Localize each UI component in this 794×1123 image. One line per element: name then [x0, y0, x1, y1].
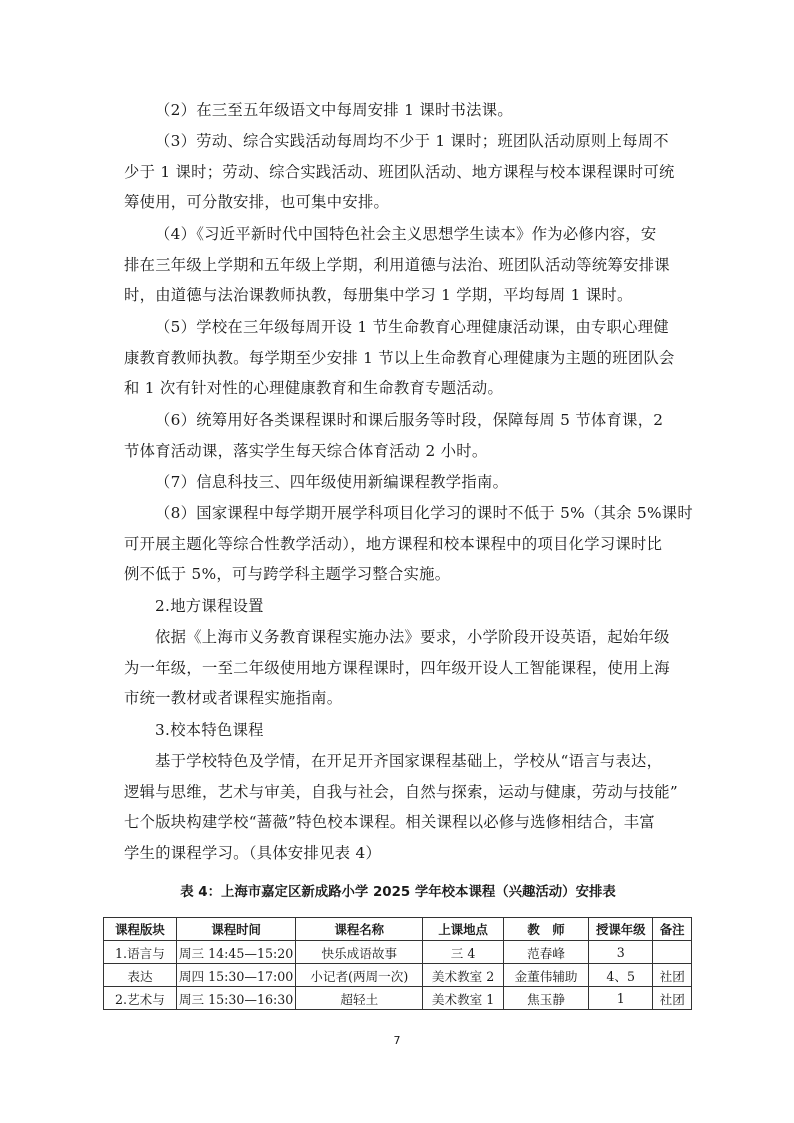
- cell-teacher: 范春峰: [503, 941, 588, 964]
- text-line: 依据《上海市义务教育课程实施办法》要求，小学阶段开设英语，起始年级: [155, 628, 670, 646]
- text-line: 排在三年级上学期和五年级上学期，利用道德与法治、班团队活动等统筹安排课: [124, 255, 670, 274]
- paragraph-3: [124, 126, 680, 218]
- cell-place: 美术教室 2: [423, 964, 504, 987]
- text-line: （8）国家课程中每学期开展学科项目化学习的课时不低于 5%（其余 5%课时: [155, 504, 693, 522]
- table-row: [104, 987, 692, 1010]
- cell-name: 快乐成语故事: [296, 941, 423, 964]
- table-caption: 表 4：上海市嘉定区新成路小学 2025 学年校本课程（兴趣活动）安排表: [180, 885, 616, 900]
- text-line: （7）信息科技三、四年级使用新编课程教学指南。: [155, 473, 509, 491]
- cell-place: 三 4: [423, 941, 504, 964]
- paragraph-6: [124, 405, 680, 466]
- text-line: （2）在三至五年级语文中每周安排 1 课时书法课。: [155, 101, 513, 119]
- text-line: （5）学校在三年级每周开设 1 节生命教育心理健康活动课，由专职心理健: [155, 318, 669, 336]
- cell-name: 小记者(两周一次): [296, 964, 423, 987]
- cell-name: 超轻土: [296, 987, 423, 1010]
- table-header-row: [104, 918, 692, 941]
- cell-note: [653, 941, 692, 964]
- table-row: [104, 964, 692, 987]
- text-line: 市统一教材或者课程实施指南。: [124, 689, 343, 708]
- text-line: 筹使用，可分散安排，也可集中安排。: [124, 193, 390, 212]
- text-line: 逻辑与思维，艺术与审美，自我与社会，自然与探索，运动与健康，劳动与技能”: [124, 782, 679, 801]
- cell-block: 2.艺术与: [104, 987, 177, 1010]
- cell-grade: 1: [589, 987, 653, 1010]
- cell-teacher: 焦玉静: [503, 987, 588, 1010]
- cell-note: 社团: [653, 964, 692, 987]
- text-line: 为一年级，一至二年级使用地方课程课时，四年级开设人工智能课程，使用上海: [124, 658, 670, 677]
- section-heading-local-courses: 2.地方课程设置: [155, 597, 264, 615]
- paragraph-10: [124, 746, 680, 868]
- header-cell: 课程名称: [296, 918, 423, 941]
- text-line: 可开展主题化等综合性教学活动），地方课程和校本课程中的项目化学习课时比: [124, 534, 663, 553]
- text-line: 七个版块构建学校“蔷薇”特色校本课程。相关课程以必修与选修相结合，丰富: [124, 813, 655, 832]
- text-line: 康教育教师执教。每学期至少安排 1 节以上生命教育心理健康为主题的班团队会: [124, 348, 675, 367]
- header-cell: 教 师: [503, 918, 588, 941]
- text-line: （3）劳动、综合实践活动每周均不少于 1 课时；班团队活动原则上每周不: [155, 132, 669, 150]
- header-cell: 课程时间: [176, 918, 295, 941]
- paragraph-4: [124, 219, 680, 311]
- paragraph-2: [124, 95, 680, 126]
- cell-grade: 3: [589, 941, 653, 964]
- cell-grade: 4、5: [589, 964, 653, 987]
- header-cell: 课程版块: [104, 918, 177, 941]
- page-number: 7: [393, 1034, 401, 1047]
- cell-note: 社团: [653, 987, 692, 1010]
- text-line: （6）统筹用好各类课程课时和课后服务等时段，保障每周 5 节体育课，2: [155, 411, 664, 429]
- text-line: 学生的课程学习。（具体安排见表 4）: [124, 843, 382, 862]
- header-cell: 备注: [653, 918, 692, 941]
- cell-time: 周三 15:30—16:30: [176, 987, 295, 1010]
- text-line: （4）《习近平新时代中国特色社会主义思想学生读本》作为必修内容，安: [155, 225, 657, 243]
- text-line: 和 1 次有针对性的心理健康教育和生命教育专题活动。: [124, 379, 504, 398]
- table-row: [104, 941, 692, 964]
- paragraph-7: [124, 467, 680, 498]
- cell-time: 周四 15:30—17:00: [176, 964, 295, 987]
- cell-block: 1.语言与: [104, 941, 177, 964]
- text-line: 少于 1 课时；劳动、综合实践活动、班团队活动、地方课程与校本课程课时可统: [124, 162, 675, 181]
- header-cell: 授课年级: [589, 918, 653, 941]
- header-cell: 上课地点: [423, 918, 504, 941]
- paragraph-5: [124, 312, 680, 404]
- cell-block: 表达: [104, 964, 177, 987]
- section-heading-school-courses: 3.校本特色课程: [155, 721, 264, 739]
- paragraph-8: [124, 498, 693, 590]
- text-line: 例不低于 5%，可与跨学科主题学习整合实施。: [124, 565, 451, 584]
- course-schedule-table: [103, 917, 692, 1010]
- text-line: 基于学校特色及学情，在开足开齐国家课程基础上，学校从“语言与表达，: [155, 752, 663, 770]
- cell-place: 美术教室 1: [423, 987, 504, 1010]
- text-line: 节体育活动课，落实学生每天综合体育活动 2 小时。: [124, 441, 488, 460]
- cell-time: 周三 14:45—15:20: [176, 941, 295, 964]
- paragraph-9: [124, 622, 680, 714]
- cell-teacher: 金董伟辅助: [503, 964, 588, 987]
- text-line: 时，由道德与法治课教师执教，每册集中学习 1 学期，平均每周 1 课时。: [124, 286, 633, 305]
